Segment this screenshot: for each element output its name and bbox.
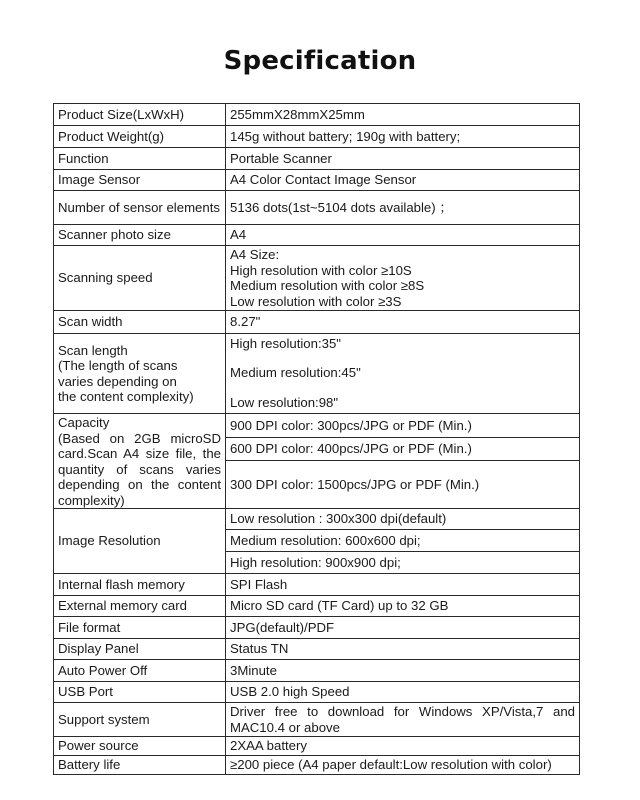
table-row (54, 737, 580, 756)
value-usb-port: USB 2.0 high Speed (226, 682, 580, 703)
table-row (54, 225, 580, 246)
value-product-size: 255mmX28mmX25mm (226, 104, 580, 126)
table-row (54, 617, 580, 639)
value-image-sensor: A4 Color Contact Image Sensor (226, 170, 580, 191)
value-power-source: 2XAA battery (226, 737, 580, 756)
label-internal-flash: Internal flash memory (54, 574, 226, 596)
label-scanning-speed: Scanning speed (54, 246, 226, 311)
label-image-sensor: Image Sensor (54, 170, 226, 191)
table-row (54, 311, 580, 334)
value-product-weight: 145g without battery; 190g with battery; (226, 126, 580, 148)
table-row (54, 191, 580, 225)
value-scanning-speed: A4 Size: High resolution with color ≥10S Medium resolution with color ≥8S Low resolution with color ≥3S (226, 246, 580, 311)
value-file-format: JPG(default)/PDF (226, 617, 580, 639)
value-sensor-elements: 5136 dots(1st~5104 dots available) ； (226, 191, 580, 225)
value-scan-length (226, 334, 580, 414)
table-row (54, 703, 580, 737)
table-row (54, 596, 580, 617)
value-capacity-600: 600 DPI color: 400pcs/JPG or PDF (Min.) (226, 438, 580, 461)
table-row (54, 660, 580, 682)
table-row (54, 682, 580, 703)
value-display-panel: Status TN (226, 639, 580, 660)
label-external-memory: External memory card (54, 596, 226, 617)
value-support-system: Driver free to download for Windows XP/Vista,7 and MAC10.4 or above (226, 703, 580, 737)
table-row (54, 148, 580, 170)
value-external-memory: Micro SD card (TF Card) up to 32 GB (226, 596, 580, 617)
value-capacity-900: 900 DPI color: 300pcs/JPG or PDF (Min.) (226, 414, 580, 438)
table-row (54, 334, 580, 414)
label-sensor-elements: Number of sensor elements (54, 191, 226, 225)
table-row (54, 126, 580, 148)
table-row (54, 509, 580, 530)
value-capacity-300: 300 DPI color: 1500pcs/JPG or PDF (Min.) (226, 461, 580, 509)
label-photo-size: Scanner photo size (54, 225, 226, 246)
label-scan-width: Scan width (54, 311, 226, 334)
scan-length-values (230, 336, 575, 410)
scan-length-high: High resolution:35" (230, 336, 341, 351)
value-internal-flash: SPI Flash (226, 574, 580, 596)
table-row (54, 639, 580, 660)
value-resolution-medium: Medium resolution: 600x600 dpi; (226, 530, 580, 552)
capacity-label-text: Capacity (Based on 2GB microSD card.Scan A4 size file, the quantity of scans varies depending on the content complexity) (58, 415, 221, 508)
value-battery-life: ≥200 piece (A4 paper default:Low resolution with color) (226, 756, 580, 775)
label-battery-life: Battery life (54, 756, 226, 775)
label-function: Function (54, 148, 226, 170)
specification-table (53, 103, 580, 775)
value-resolution-high: High resolution: 900x900 dpi; (226, 552, 580, 574)
value-scan-width: 8.27" (226, 311, 580, 334)
label-file-format: File format (54, 617, 226, 639)
scan-length-medium: Medium resolution:45" (230, 365, 361, 381)
label-scan-length: Scan length (The length of scans varies depending on the content complexity) (54, 334, 226, 414)
label-display-panel: Display Panel (54, 639, 226, 660)
table-row (54, 104, 580, 126)
label-capacity (54, 414, 226, 509)
label-image-resolution: Image Resolution (54, 509, 226, 574)
table-row (54, 246, 580, 311)
label-usb-port: USB Port (54, 682, 226, 703)
page-title: Specification (223, 46, 417, 76)
value-function: Portable Scanner (226, 148, 580, 170)
label-support-system: Support system (54, 703, 226, 737)
table-row (54, 170, 580, 191)
value-auto-power-off: 3Minute (226, 660, 580, 682)
table-row (54, 756, 580, 775)
value-photo-size: A4 (226, 225, 580, 246)
table-row (54, 414, 580, 438)
label-power-source: Power source (54, 737, 226, 756)
label-auto-power-off: Auto Power Off (54, 660, 226, 682)
value-resolution-low: Low resolution : 300x300 dpi(default) (226, 509, 580, 530)
scan-length-low: Low resolution:98" (230, 394, 339, 410)
label-product-weight: Product Weight(g) (54, 126, 226, 148)
label-product-size: Product Size(LxWxH) (54, 104, 226, 126)
table-row (54, 574, 580, 596)
